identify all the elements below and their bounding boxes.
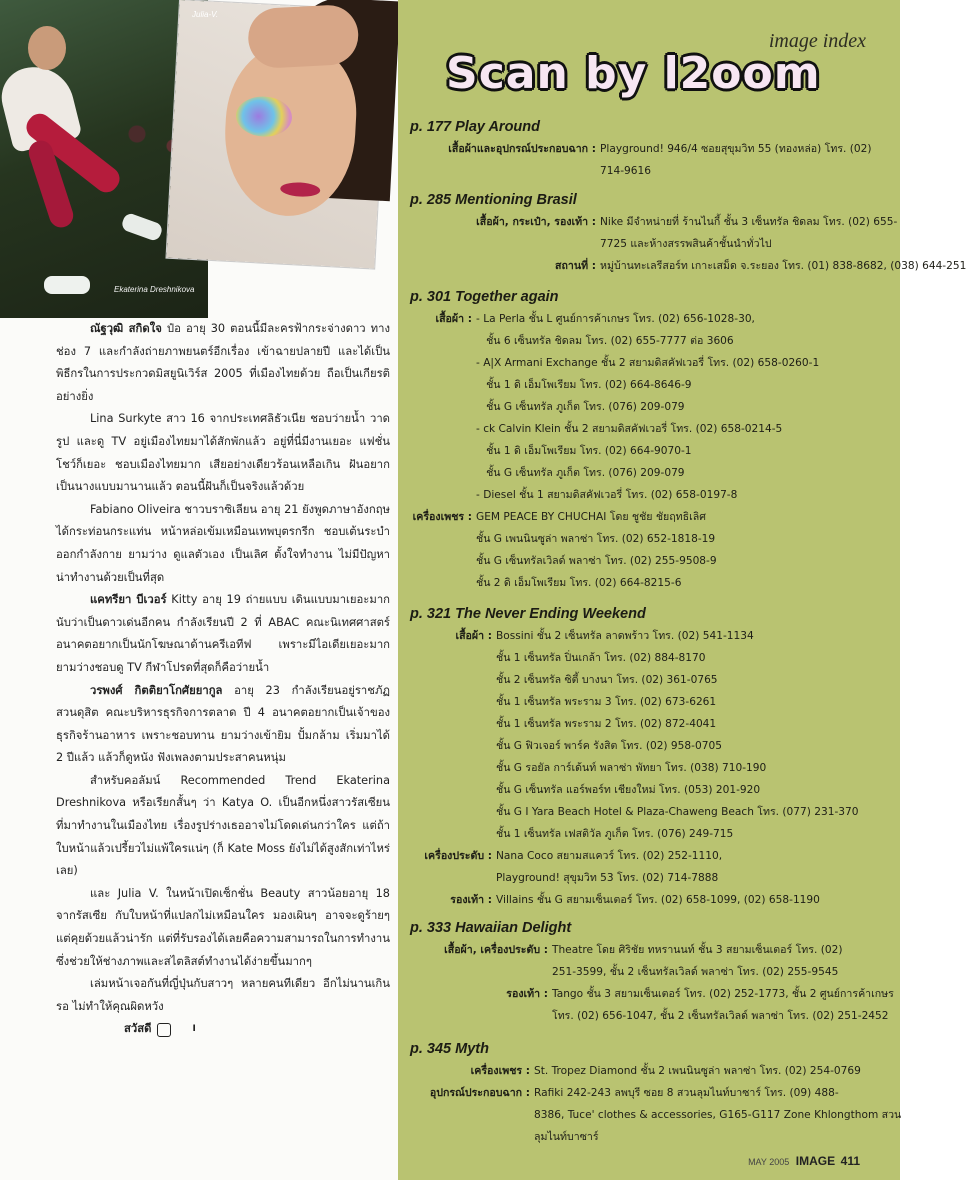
credit-value — [534, 1082, 901, 1148]
footer-date: MAY 2005 — [748, 1157, 790, 1167]
credit-value — [552, 939, 888, 983]
paragraph-text: ป๋อ อายุ 30 ตอนนี้มีละครฟ้ากระจ่างดาว ทางช่อง 7 และกำลังถ่ายภาพยนตร์อีกเรื่อง เข้าฉายปลายปี และได้เป็นพิธีกรในการประกวดมิสยูนิเวิร์ส 2005 ที่เมืองไทยด้วย ถือเป็นเกียรติอย่างยิ่ง — [56, 322, 390, 403]
section-heading: p. 321 The Never Ending Weekend — [410, 606, 646, 622]
credit-row — [410, 308, 888, 506]
credit-line: GEM PEACE BY CHUCHAI โดย ชูชัย ชัยฤทธิเลิศ — [476, 511, 706, 523]
index-section — [410, 116, 888, 182]
credit-line: Villains ชั้น G สยามเซ็นเตอร์ โทร. (02) 658-1099, (02) 658-1190 — [496, 894, 820, 906]
credit-row — [410, 211, 898, 255]
credit-line: ชั้น 1 ดิ เอ็มโพเรียม โทร. (02) 664-9070-1 — [476, 445, 692, 457]
credit-line: ชั้น 1 เซ็นทรัล พระราม 2 โทร. (02) 872-4041 — [496, 718, 717, 730]
index-section — [410, 603, 888, 911]
credit-line: โทร. (02) 656-1047, ชั้น 2 เซ็นทรัลเวิลด์ พลาซ่า โทร. (02) 251-2452 — [552, 1010, 889, 1022]
credit-row — [410, 255, 966, 277]
credit-line: ชั้น G เซ็นทรัลเวิลด์ พลาซ่า โทร. (02) 255-9508-9 — [476, 555, 717, 567]
photo-hand — [247, 4, 360, 70]
credit-value — [600, 255, 966, 277]
credit-line: ชั้น 2 ดิ เอ็มโพเรียม โทร. (02) 664-8215-6 — [476, 577, 682, 589]
photo-julia — [166, 0, 387, 269]
credit-line: ชั้น 2 เซ็นทรัล ซิตี้ บางนา โทร. (02) 361-0765 — [496, 674, 718, 686]
credit-label: อุปกรณ์ประกอบฉาก : — [429, 1087, 530, 1099]
credit-line: 7725 และห้างสรรพสินค้าชั้นนำทั่วไป — [600, 238, 772, 250]
paragraph-text: Fabiano Oliveira ชาวบราซิเลียน อายุ 21 ยังพูดภาษาอังกฤษได้กระท่อนกระแท่น หน้าหล่อเข้มเหมือนเทพบุตรกรีก ชอบเต้นระบำ ออกกำลังกาย ยามว่าง ดูแลตัวเอง เป็นเลิศ ตั้งใจทำงาน ไม่มีปัญหา น่าทำงานด้วยเป็นที่สุด — [56, 502, 390, 584]
credit-value — [496, 889, 888, 911]
scan-watermark: Scan by l2oom — [446, 48, 821, 99]
credit-line: ชั้น G เซ็นทรัล แอร์พอร์ท เชียงใหม่ โทร. (053) 201-920 — [496, 784, 761, 796]
index-title: image index — [768, 30, 866, 52]
credit-line: ลุมไนท์บาซาร์ — [534, 1131, 599, 1143]
credit-label: เครื่องประดับ : — [424, 850, 492, 862]
paragraph-text: เล่มหน้าเจอกันที่ญี่ปุ่นกับสาวๆ หลายคนทีเดียว อีกไม่นานเกินรอ ไม่ทำให้คุณผิดหวัง — [56, 977, 390, 1013]
credit-label: รองเท้า : — [450, 894, 492, 906]
credit-label: สถานที่ : — [555, 260, 596, 272]
credit-value — [600, 138, 888, 182]
index-section — [410, 1038, 902, 1148]
paragraph-text: สำหรับคอลัมน์ Recommended Trend Ekaterina Dreshnikova หรือเรียกสั้นๆ ว่า Katya O. เป็นอีกหนึ่งสาวรัสเซียนที่มาทำงานในเมืองไทย เรื่องรูปร่างเธออาจไม่โดดเด่นกว่าใคร แต่ถ้าใบหน้าแล้วเปรี้ยวไม่แพ้ใครแน่ๆ (ก็ Kate Moss ยังไม่ได้สูงสักเท่าไหร่เลย) — [56, 773, 390, 878]
end-mark-icon: I — [157, 1023, 171, 1037]
credit-label: เสื้อผ้า, เครื่องประดับ : — [444, 944, 548, 956]
index-section — [410, 189, 966, 277]
credit-line: ชั้น 6 เซ็นทรัล ชิดลม โทร. (02) 655-7777 ต่อ 3606 — [476, 335, 734, 347]
index-section — [410, 286, 888, 594]
article-paragraph — [56, 408, 390, 498]
credit-line: ชั้น 1 เซ็นทรัล พระราม 3 โทร. (02) 673-6261 — [496, 696, 717, 708]
credit-line: Playground! 946/4 ซอยสุขุมวิท 55 (ทองหล่อ) โทร. (02) — [600, 143, 872, 155]
article-paragraph — [56, 318, 390, 408]
photo-shoe-2 — [44, 276, 90, 294]
credit-line: Rafiki 242-243 ลพบุรี ซอย 8 สวนลุมไนท์บาซาร์ โทร. (09) 488- — [534, 1087, 839, 1099]
credit-row — [410, 506, 888, 594]
article-body — [56, 318, 390, 1041]
credit-label: เสื้อผ้า, กระเป๋า, รองเท้า : — [476, 216, 596, 228]
credit-row — [410, 1082, 902, 1148]
credit-value — [534, 1060, 888, 1082]
credit-line: Playground! สุขุมวิท 53 โทร. (02) 714-7888 — [496, 872, 719, 884]
credit-value — [600, 211, 897, 255]
credit-value — [496, 845, 888, 889]
index-section — [410, 917, 894, 1027]
section-heading: p. 333 Hawaiian Delight — [410, 920, 572, 936]
page-number: 411 — [840, 1154, 860, 1168]
credit-value — [476, 506, 888, 594]
credit-value — [552, 983, 894, 1027]
credit-label: เสื้อผ้า : — [435, 313, 472, 325]
credit-line: ชั้น 1 ดิ เอ็มโพเรียม โทร. (02) 664-8646-9 — [476, 379, 692, 391]
credit-line: ชั้น G I Yara Beach Hotel & Plaza-Chaweng Beach โทร. (077) 231-370 — [496, 806, 859, 818]
section-heading: p. 177 Play Around — [410, 119, 540, 135]
article-paragraph — [56, 770, 390, 883]
credit-line: ชั้น G เซ็นทรัล ภูเก็ต โทร. (076) 209-079 — [476, 401, 685, 413]
credit-value — [496, 625, 888, 845]
article-paragraph — [56, 680, 390, 770]
credit-line: Theatre โดย ศิริชัย ทหรานนท์ ชั้น 3 สยามเซ็นเตอร์ โทร. (02) — [552, 944, 843, 956]
credit-label: เครื่องเพชร : — [412, 511, 472, 523]
credit-row — [410, 939, 888, 983]
person-name: ณัฐวุฒิ สกิดใจ — [90, 322, 162, 335]
credit-line: Tango ชั้น 3 สยามเซ็นเตอร์ โทร. (02) 252-1773, ชั้น 2 ศูนย์การค้าเกษร — [552, 988, 894, 1000]
person-name: วรพงศ์ กิตติยาโกศัยยากูล — [90, 683, 223, 697]
section-heading: p. 301 Together again — [410, 289, 559, 305]
credit-line: ชั้น G เซ็นทรัล ภูเก็ต โทร. (076) 209-079 — [476, 467, 685, 479]
person-name: แคทรียา บีเวอร์ — [90, 593, 167, 607]
paragraph-text: อายุ 23 กำลังเรียนอยู่ราชภัฏสวนดุสิต คณะบริหารธุรกิจการตลาด ปี 4 อนาคตอยากเป็นเจ้าของธุรกิจร้านอาหาร เพราะชอบทาน ยามว่างเข้ายิม ปั้มกล้าม เริ่มมาได้ 2 ปีแล้ว แล้วก็ดูหนัง ฟังเพลงตามประสาคนหนุ่ม — [56, 683, 390, 765]
article-paragraph — [56, 883, 390, 973]
credit-row — [410, 1060, 888, 1082]
credit-row — [410, 138, 888, 182]
credit-line: ชั้น 1 เซ็นทรัล ปิ่นเกล้า โทร. (02) 884-8170 — [496, 652, 706, 664]
credit-line: Nike มีจำหน่ายที่ ร้านไนกี้ ชั้น 3 เซ็นทรัล ชิดลม โทร. (02) 655- — [600, 216, 898, 228]
credit-row — [410, 625, 888, 845]
article-paragraph — [56, 973, 390, 1018]
credit-line: - A|X Armani Exchange ชั้น 2 สยามดิสคัฟเวอรี่ โทร. (02) 658-0260-1 — [476, 357, 820, 369]
left-page — [0, 0, 398, 1180]
paragraph-text: และ Julia V. ในหน้าเปิดเซ็กชั่น Beauty สาวน้อยอายุ 18 จากรัสเซีย กับใบหน้าที่แปลกไม่เหมือนใคร มองเผินๆ อาจจะดูร้ายๆ แต่คุยด้วยแล้วน่ารัก แต่ที่รับรองได้เลยคือความสามารถในการทำงาน ซึ่งช่วยให้ช่างภาพและสไตลิสต์ทำงานได้ง่ายขึ้นมากๆ — [56, 886, 390, 968]
credit-line: ชั้น G ฟิวเจอร์ พาร์ค รังสิต โทร. (02) 958-0705 — [496, 740, 722, 752]
credit-line: 714-9616 — [600, 165, 652, 177]
section-heading: p. 285 Mentioning Brasil — [410, 192, 577, 208]
photo-shoe — [120, 212, 164, 243]
footer-brand: IMAGE — [795, 1154, 836, 1168]
credit-line: ชั้น G เพนนินซูล่า พลาซ่า โทร. (02) 652-1818-19 — [476, 533, 716, 545]
credit-row — [410, 983, 894, 1027]
photo-head — [28, 26, 66, 70]
credit-line: หมู่บ้านทะเลรีสอร์ท เกาะเสม็ด จ.ระยอง โทร. (01) 838-8682, (038) 644-251 — [600, 260, 966, 272]
credit-value — [476, 308, 888, 506]
credit-label: เสื้อผ้าและอุปกรณ์ประกอบฉาก : — [448, 143, 596, 155]
credit-label: รองเท้า : — [506, 988, 548, 1000]
paragraph-text: Lina Surkyte สาว 16 จากประเทศลิธัวเนีย ชอบว่ายน้ำ วาดรูป และดู TV อยู่เมืองไทยมาได้สักพักแล้ว อยู่ที่นี่มีงานเยอะ แฟชั่นโชว์ก็เยอะ ชอบเมืองไทยมาก เสียอย่างเดียวร้อนเหลือเกิน ฝันอยากเป็นนางแบบมานานแล้ว ตอนนี้ฝันก็เป็นจริงแล้วด้วย — [56, 412, 390, 494]
credit-line: St. Tropez Diamond ชั้น 2 เพนนินซูล่า พลาซ่า โทร. (02) 254-0769 — [534, 1065, 861, 1077]
section-heading: p. 345 Myth — [410, 1041, 489, 1057]
credit-line: - ck Calvin Klein ชั้น 2 สยามดิสคัฟเวอรี่ โทร. (02) 658-0214-5 — [476, 423, 783, 435]
page-footer — [748, 1154, 860, 1168]
credit-line: ชั้น G รอยัล การ์เด้นท์ พลาซ่า พัทยา โทร. (038) 710-190 — [496, 762, 767, 774]
credit-line: Nana Coco สยามสแควร์ โทร. (02) 252-1110, — [496, 850, 723, 862]
credit-line: 8386, Tuce' clothes & accessories, G165-G117 Zone Khlongthom สวน — [534, 1109, 902, 1121]
credit-line: - La Perla ชั้น L ศูนย์การค้าเกษร โทร. (02) 656-1028-30, — [476, 313, 755, 325]
article-paragraph — [56, 589, 390, 679]
credit-row — [410, 889, 888, 911]
photo-caption-ekaterina: Ekaterina Dreshnikova — [114, 285, 195, 294]
credit-label: เครื่องเพชร : — [470, 1065, 530, 1077]
credit-line: Bossini ชั้น 2 เซ็นทรัล ลาดพร้าว โทร. (02) 541-1134 — [496, 630, 754, 642]
credit-line: - Diesel ชั้น 1 สยามดิสคัฟเวอรี่ โทร. (02) 658-0197-8 — [476, 489, 738, 501]
credit-row — [410, 845, 888, 889]
photo-caption-julia: Julia-V. — [192, 10, 219, 19]
article-paragraph — [56, 499, 390, 589]
credit-label: เสื้อผ้า : — [455, 630, 492, 642]
right-page — [398, 0, 966, 1180]
paragraph-text: Kitty อายุ 19 ถ่ายแบบ เดินแบบมาเยอะมาก นับว่าเป็นดาวเด่นอีกคน กำลังเรียนปี 2 ที่ ABAC คณะนิเทศศาสตร์ อนาคตอยากเป็นนักโฆษณาด้านครีเอทีฟ เพราะมีไอเดียเยอะมาก ยามว่างชอบดู TV กีฬาโปรดที่สุดก็คือว่ายน้ำ — [56, 593, 391, 674]
signoff-text: สวัสดี — [124, 1022, 152, 1036]
credit-line: ชั้น 1 เซ็นทรัล เฟสติวัล ภูเก็ต โทร. (076) 249-715 — [496, 828, 734, 840]
credit-line: 251-3599, ชั้น 2 เซ็นทรัลเวิลด์ พลาซ่า โทร. (02) 255-9545 — [552, 966, 839, 978]
signoff — [56, 1018, 390, 1041]
